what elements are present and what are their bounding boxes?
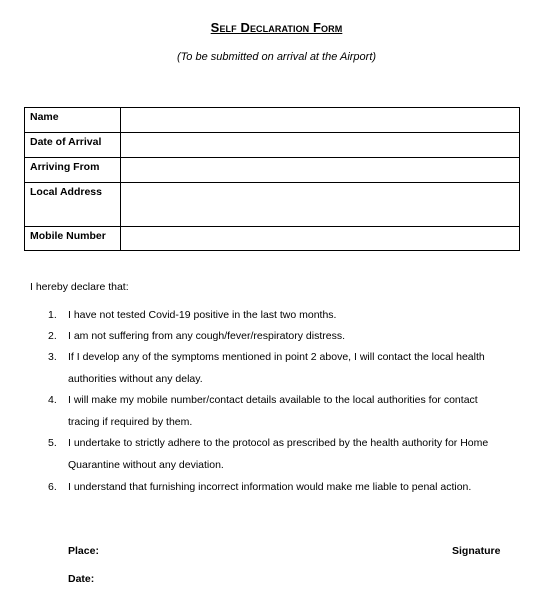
local-address-label: Local Address [25, 183, 121, 227]
form-row-date-of-arrival [25, 133, 520, 158]
form-title: Self Declaration Form [210, 20, 343, 35]
declaration-number: 5. [48, 437, 57, 449]
form-row-arriving-from [25, 158, 520, 183]
date-label: Date: [68, 573, 95, 585]
place-label: Place: [68, 545, 99, 557]
declaration-text: I will make my mobile number/contact details available to the local authorities for contact [68, 394, 478, 406]
form-row-name [25, 108, 520, 133]
declaration-intro: I hereby declare that: [30, 281, 129, 293]
declaration-text: I am not suffering from any cough/fever/respiratory distress. [68, 330, 346, 342]
declaration-number: 1. [48, 309, 57, 321]
name-label: Name [25, 108, 121, 133]
declaration-text: If I develop any of the symptoms mentioned in point 2 above, I will contact the local health [68, 351, 485, 363]
declaration-number: 4. [48, 394, 57, 406]
form-row-local-address [25, 183, 520, 227]
declaration-text: authorities without any delay. [68, 373, 203, 385]
form-subtitle: (To be submitted on arrival at the Airport) [176, 51, 377, 63]
declaration-details-table [24, 107, 520, 251]
signature-label: Signature [452, 545, 501, 557]
declaration-number: 2. [48, 330, 57, 342]
local-address-field[interactable] [121, 183, 520, 227]
declaration-text: I undertake to strictly adhere to the protocol as prescribed by the health authority for Home [68, 437, 489, 449]
name-field[interactable] [121, 108, 520, 133]
declaration-number: 3. [48, 351, 57, 363]
form-row-mobile-number [25, 227, 520, 251]
declaration-number: 6. [48, 481, 57, 493]
date-of-arrival-field[interactable] [121, 133, 520, 158]
mobile-number-field[interactable] [121, 227, 520, 251]
declaration-text: I understand that furnishing incorrect information would make me liable to penal action. [68, 481, 472, 493]
date-of-arrival-label: Date of Arrival [25, 133, 121, 158]
arriving-from-label: Arriving From [25, 158, 121, 183]
declaration-text: tracing if required by them. [68, 416, 193, 428]
arriving-from-field[interactable] [121, 158, 520, 183]
declaration-text: Quarantine without any deviation. [68, 459, 224, 471]
declaration-text: I have not tested Covid-19 positive in the last two months. [68, 309, 337, 321]
mobile-number-label: Mobile Number [25, 227, 121, 251]
